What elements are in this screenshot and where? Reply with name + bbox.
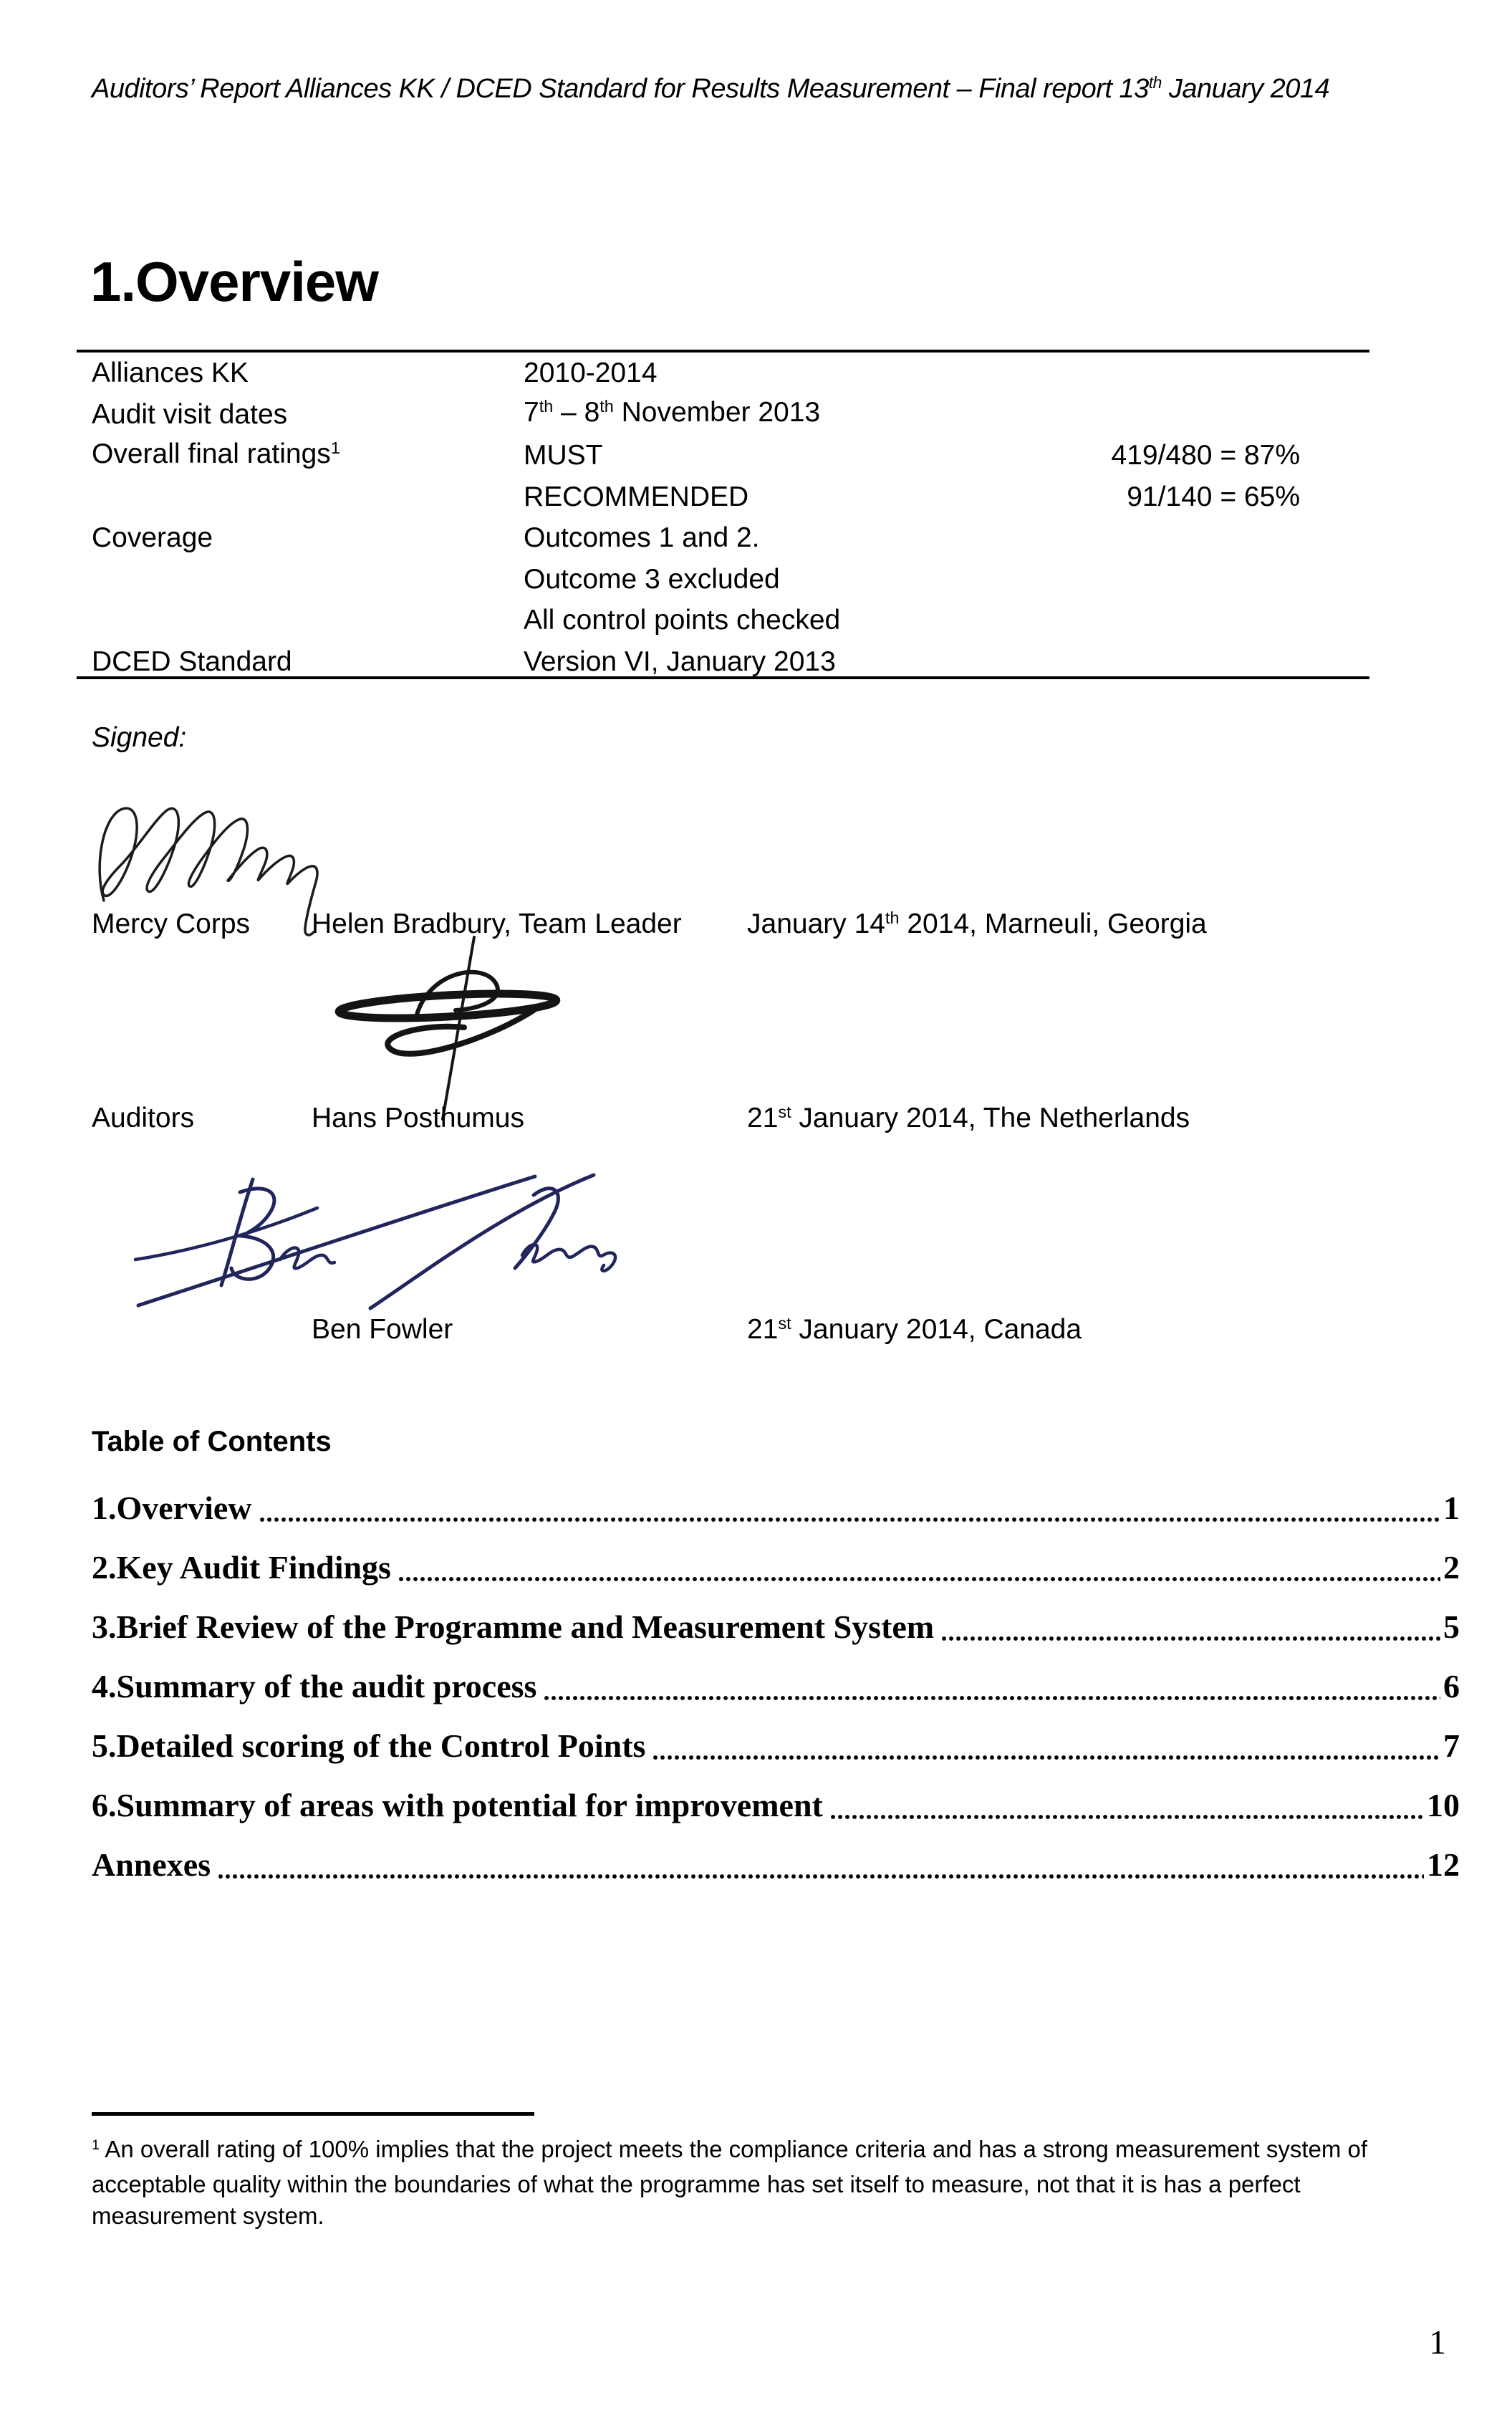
row-value: Outcome 3 excluded — [524, 563, 780, 595]
toc-entry-label: 4.Summary of the audit process — [92, 1668, 537, 1704]
row-value: Version VI, January 2013 — [524, 646, 836, 677]
toc-entry-page: 12 — [1427, 1846, 1460, 1883]
row-rating: 91/140 = 65% — [1127, 481, 1300, 512]
toc-entry-detailed-scoring — [92, 1726, 1460, 1766]
toc-entry-label: 5.Detailed scoring of the Control Points — [92, 1727, 646, 1764]
toc-dots-leader — [653, 1755, 1440, 1760]
row-label: Alliances KK — [92, 358, 249, 388]
toc-entry-page: 6 — [1443, 1668, 1460, 1704]
running-header-text: Auditors’ Report Alliances KK / DCED Standard for Results Measurement – Final report 13 — [92, 74, 1149, 104]
toc-entry-page: 7 — [1443, 1727, 1460, 1764]
toc-entry-page: 1 — [1443, 1490, 1460, 1526]
toc-entry-key-audit-findings — [92, 1548, 1460, 1588]
toc-entry-annexes — [92, 1845, 1460, 1885]
section-heading: 1.Overview — [90, 250, 378, 313]
signatory-date: January 14th 2014, Marneuli, Georgia — [747, 908, 1207, 939]
row-label: Overall final ratings$^1$ — [92, 438, 340, 469]
footnote-text: An overall rating of 100% implies that the project meets the compliance criteria and has a strong measurement system of acceptable quality within the boundaries of what the programme has set itself to measure, not that it is has a perfect measurement system. — [92, 2136, 1368, 2229]
row-value: 7th – 8th November 2013 — [524, 397, 821, 428]
toc-title: Table of Contents — [92, 1426, 332, 1457]
toc-dots-leader — [544, 1695, 1440, 1701]
row-label: DCED Standard — [92, 646, 292, 677]
row-rating: 419/480 = 87% — [1111, 440, 1300, 471]
signatory-org: Mercy Corps — [92, 908, 251, 939]
signatory-org: Auditors — [92, 1103, 195, 1133]
toc-entry-label: 3.Brief Review of the Programme and Measurement System — [92, 1608, 935, 1645]
row-value: Outcomes 1 and 2. — [524, 522, 760, 553]
toc-entry-brief-review — [92, 1607, 1460, 1647]
footnote-reference: 1 — [330, 438, 340, 457]
toc-dots-leader — [941, 1636, 1440, 1641]
row-value: MUST — [524, 440, 603, 471]
table-row-coverage-2 — [92, 559, 1300, 600]
footnote — [92, 2134, 1449, 2232]
toc-entry-summary-audit-process — [92, 1667, 1460, 1707]
toc-dots-leader — [398, 1576, 1440, 1582]
signed-label: Signed: — [92, 722, 187, 753]
row-label: Audit visit dates — [92, 398, 288, 430]
row-value: 2010-2014 — [524, 358, 658, 388]
row-value: RECOMMENDED — [524, 481, 749, 512]
signatory-name: Helen Bradbury, Team Leader — [312, 908, 682, 939]
toc-entry-overview — [92, 1488, 1460, 1528]
table-row-dced-standard — [92, 641, 1300, 683]
toc-entry-label: 2.Key Audit Findings — [92, 1549, 391, 1586]
toc-entry-summary-improvement — [92, 1785, 1460, 1826]
running-header-text-after: January 2014 — [1161, 74, 1330, 104]
toc-entry-page: 2 — [1443, 1549, 1460, 1586]
toc-entry-label: 1.Overview — [92, 1490, 252, 1526]
footnote-number: 1 — [92, 2137, 100, 2154]
toc-entry-page: 5 — [1443, 1608, 1460, 1645]
toc-entry-page: 10 — [1427, 1787, 1460, 1823]
signatory-name: Ben Fowler — [312, 1314, 453, 1345]
table-row-coverage-3 — [92, 600, 1300, 641]
hans-posthumus-signature — [315, 931, 587, 1125]
signatory-date: 21st January 2014, The Netherlands — [747, 1103, 1190, 1133]
toc-entry-label: Annexes — [92, 1846, 211, 1883]
running-header-superscript: th — [1148, 73, 1162, 92]
toc-dots-leader — [259, 1517, 1440, 1522]
table-row-ratings-must — [92, 435, 1300, 476]
table-row-ratings-recommended — [92, 476, 1300, 518]
signatory-date: 21st January 2014, Canada — [747, 1314, 1082, 1345]
overview-table — [77, 350, 1369, 679]
signatory-name: Hans Posthumus — [312, 1103, 524, 1133]
toc-entry-label: 6.Summary of areas with potential for improvement — [92, 1787, 823, 1823]
table-row-alliances — [92, 353, 1300, 394]
footnote-separator — [92, 2112, 534, 2116]
table-row-audit-dates — [92, 394, 1300, 436]
toc-dots-leader — [218, 1874, 1424, 1879]
page-number: 1 — [1429, 2324, 1446, 2361]
ben-fowler-signature — [133, 1168, 634, 1322]
row-value: All control points checked — [524, 605, 841, 636]
toc-dots-leader — [830, 1814, 1424, 1820]
running-header — [92, 72, 1438, 109]
row-label: Coverage — [92, 522, 213, 553]
table-row-coverage — [92, 517, 1300, 559]
